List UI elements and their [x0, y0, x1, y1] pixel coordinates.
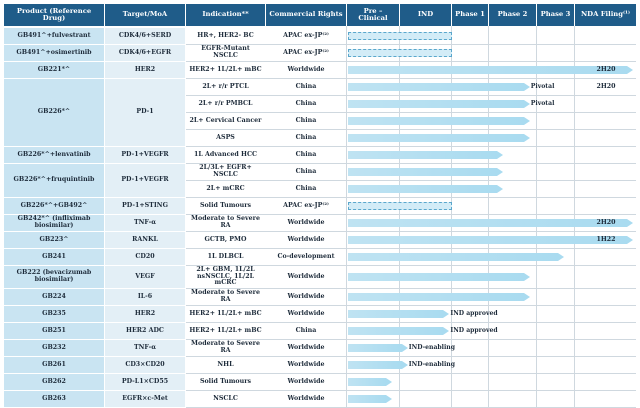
target-cell: PD-1: [105, 79, 185, 146]
target-cell: CD3×CD20: [105, 357, 185, 373]
product-cell: GB226*^+GB492^: [4, 198, 104, 214]
progress-bar: [348, 100, 524, 108]
indication-cell: 2L+ GBM, 1L/2L nsNSCLC, 1L/2L mCRC: [186, 266, 265, 288]
progress-bar: [348, 168, 497, 176]
progress-bar: [348, 185, 497, 193]
progress-bar: [348, 273, 524, 281]
header-rights: Commercial Rights: [266, 4, 346, 26]
rights-cell: Worldwide: [266, 266, 346, 288]
progress-bar: [348, 134, 524, 142]
target-cell: HER2: [105, 306, 185, 322]
product-cell: GB232: [4, 340, 104, 356]
rights-cell: Worldwide: [266, 62, 346, 78]
nda-filing-date: 2H20: [596, 83, 616, 90]
indication-cell: 2L+ r/r PTCL: [186, 79, 265, 95]
indication-cell: 2L/3L+ EGFR+ NSCLC: [186, 164, 265, 180]
indication-cell: Moderate to Severe RA: [186, 215, 265, 231]
rights-cell: Worldwide: [266, 357, 346, 373]
target-cell: HER2: [105, 62, 185, 78]
product-cell: GB262: [4, 374, 104, 390]
rights-cell: Worldwide: [266, 232, 346, 248]
rights-cell: Co-development: [266, 249, 346, 265]
header-phase1: Phase 1: [452, 4, 488, 26]
stage-note: Pivotal: [530, 100, 555, 107]
rights-cell: China: [266, 130, 346, 146]
target-cell: EGFR×c-Met: [105, 391, 185, 407]
stage-note: IND approved: [450, 327, 498, 334]
progress-bar: [348, 395, 386, 403]
product-cell: GB223^: [4, 232, 104, 248]
rights-cell: Worldwide: [266, 306, 346, 322]
indication-cell: HER2+ 1L/2L+ mBC: [186, 323, 265, 339]
progress-bar: [348, 32, 452, 40]
product-cell: GB241: [4, 249, 104, 265]
progress-bar: [348, 361, 402, 369]
target-cell: PD-L1×CD55: [105, 374, 185, 390]
progress-bar: [348, 202, 452, 210]
rights-cell: China: [266, 79, 346, 95]
product-cell: GB221*^: [4, 62, 104, 78]
target-cell: CDK4/6+SERD: [105, 28, 185, 44]
indication-cell: HER2+ 1L/2L+ mBC: [186, 306, 265, 322]
progress-bars: [4, 4, 636, 404]
progress-bar: [348, 117, 524, 125]
indication-cell: 2L+ r/r PMBCL: [186, 96, 265, 112]
header-product: Product (Reference Drug): [4, 4, 104, 26]
indication-cell: 1L Advanced HCC: [186, 147, 265, 163]
header-nda: NDA Filing⁽¹⁾: [575, 4, 636, 26]
indication-cell: NSCLC: [186, 391, 265, 407]
progress-bar: [348, 83, 524, 91]
target-cell: TNF-α: [105, 340, 185, 356]
rights-cell: Worldwide: [266, 391, 346, 407]
rights-cell: Worldwide: [266, 289, 346, 305]
indication-cell: EGFR-Mutant NSCLC: [186, 45, 265, 61]
progress-bar: [348, 310, 443, 318]
rights-cell: Worldwide: [266, 340, 346, 356]
indication-cell: Moderate to Severe RA: [186, 289, 265, 305]
target-cell: VEGF: [105, 266, 185, 288]
indication-cell: 1L DLBCL: [186, 249, 265, 265]
progress-bar: [348, 151, 497, 159]
rights-cell: APAC ex-JP⁽²⁾: [266, 198, 346, 214]
product-cell: GB242*^ (infliximab biosimilar): [4, 215, 104, 231]
target-cell: IL-6: [105, 289, 185, 305]
rights-cell: China: [266, 323, 346, 339]
header-phase2: Phase 2: [489, 4, 536, 26]
indication-cell: Solid Tumours: [186, 198, 265, 214]
stage-note: Pivotal: [530, 83, 555, 90]
progress-bar: [348, 344, 402, 352]
product-cell: GB222 (bevacizumab biosimilar): [4, 266, 104, 288]
pipeline-table: [4, 4, 636, 404]
target-cell: CD20: [105, 249, 185, 265]
header-ind: IND: [400, 4, 451, 26]
rights-cell: Worldwide: [266, 374, 346, 390]
indication-cell: 2L+ Cervical Cancer: [186, 113, 265, 129]
product-cell: GB491^+osimertinib: [4, 45, 104, 61]
progress-bar: [348, 293, 524, 301]
stage-note: IND-enabling: [408, 361, 455, 368]
progress-bar: [348, 49, 452, 57]
rights-cell: China: [266, 181, 346, 197]
progress-bar: [348, 253, 558, 261]
nda-filing-date: 1H22: [596, 236, 616, 243]
rights-cell: Worldwide: [266, 215, 346, 231]
product-cell: GB226*^: [4, 79, 104, 146]
rights-cell: APAC ex-JP⁽²⁾: [266, 28, 346, 44]
target-cell: PD-1+STING: [105, 198, 185, 214]
nda-filing-date: 2H20: [596, 66, 616, 73]
progress-bar: [348, 378, 386, 386]
indication-cell: HER2+ 1L/2L+ mBC: [186, 62, 265, 78]
target-cell: PD-1+VEGFR: [105, 164, 185, 197]
target-cell: CDK4/6+EGFR: [105, 45, 185, 61]
product-cell: GB263: [4, 391, 104, 407]
nda-filing-date: 2H20: [596, 219, 616, 226]
rights-cell: China: [266, 147, 346, 163]
target-cell: HER2 ADC: [105, 323, 185, 339]
rights-cell: China: [266, 164, 346, 180]
product-cell: GB261: [4, 357, 104, 373]
product-cell: GB226*^+fruquintinib: [4, 164, 104, 197]
target-cell: TNF-α: [105, 215, 185, 231]
indication-cell: Solid Tumours: [186, 374, 265, 390]
header-target: Target/MoA: [105, 4, 185, 26]
indication-cell: ASPS: [186, 130, 265, 146]
product-cell: GB251: [4, 323, 104, 339]
rights-cell: China: [266, 113, 346, 129]
progress-bar: [348, 327, 443, 335]
indication-cell: 2L+ mCRC: [186, 181, 265, 197]
rights-cell: APAC ex-JP⁽²⁾: [266, 45, 346, 61]
target-cell: PD-1+VEGFR: [105, 147, 185, 163]
indication-cell: HR+, HER2- BC: [186, 28, 265, 44]
indication-cell: NHL: [186, 357, 265, 373]
product-cell: GB226*^+lenvatinib: [4, 147, 104, 163]
target-cell: RANKL: [105, 232, 185, 248]
header-indication: Indication**: [186, 4, 265, 26]
stage-note: IND approved: [450, 310, 498, 317]
product-cell: GB235: [4, 306, 104, 322]
product-cell: GB224: [4, 289, 104, 305]
rights-cell: China: [266, 96, 346, 112]
stage-note: IND-enabling: [408, 344, 455, 351]
product-cell: GB491^+fulvestrant: [4, 28, 104, 44]
header-phase3: Phase 3: [537, 4, 574, 26]
header-preclinical: Pre – Clinical: [347, 4, 399, 26]
indication-cell: GCTB, PMO: [186, 232, 265, 248]
indication-cell: Moderate to Severe RA: [186, 340, 265, 356]
